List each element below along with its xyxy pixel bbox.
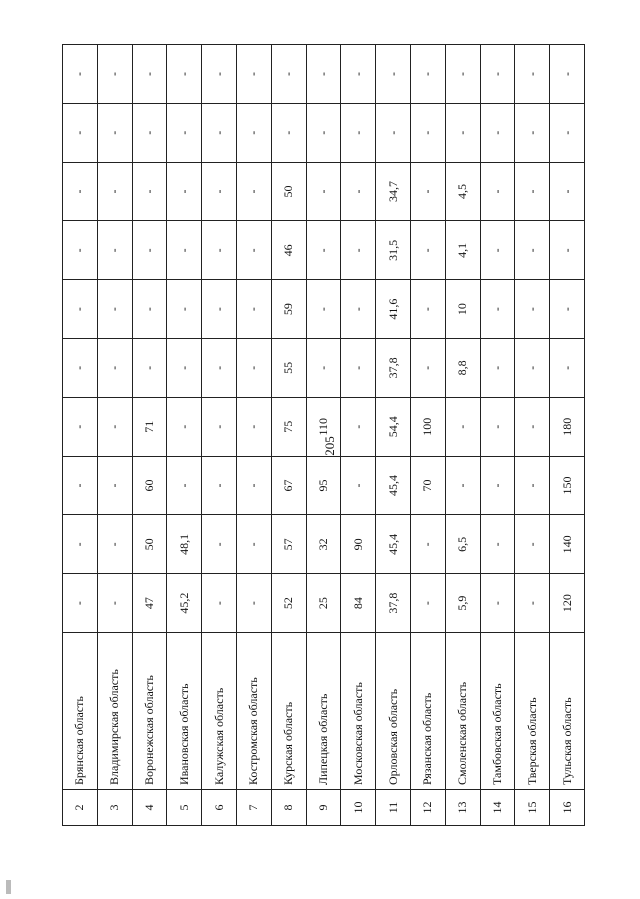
value-cell: -: [445, 397, 480, 456]
value-cell: -: [550, 162, 585, 221]
value-cell: -: [515, 574, 550, 633]
row-number-cell: 15: [515, 790, 550, 826]
value-cell: -: [167, 397, 202, 456]
value-cell: -: [202, 456, 237, 515]
row-number-cell: 14: [480, 790, 515, 826]
value-cell: -: [97, 162, 132, 221]
value-cell: 67: [271, 456, 306, 515]
value-cell: -: [236, 45, 271, 104]
value-cell: 8,8: [445, 339, 480, 398]
value-cell: 110: [306, 397, 341, 456]
value-cell: -: [480, 103, 515, 162]
region-name-cell: Московская область: [341, 633, 376, 790]
value-cell: -: [306, 45, 341, 104]
value-cell: 45,4: [376, 515, 411, 574]
value-cell: -: [132, 103, 167, 162]
row-number-cell: 3: [97, 790, 132, 826]
table-row: [63, 45, 98, 826]
value-cell: -: [306, 221, 341, 280]
value-cell: -: [376, 103, 411, 162]
value-cell: -: [167, 103, 202, 162]
value-cell: 140: [550, 515, 585, 574]
value-cell: -: [236, 515, 271, 574]
value-cell: -: [515, 221, 550, 280]
value-cell: -: [550, 339, 585, 398]
row-number-cell: 10: [341, 790, 376, 826]
value-cell: 32: [306, 515, 341, 574]
value-cell: -: [306, 280, 341, 339]
table-row: [132, 45, 167, 826]
region-name-cell: Тамбовская область: [480, 633, 515, 790]
value-cell: 48,1: [167, 515, 202, 574]
row-number-cell: 2: [63, 790, 98, 826]
value-cell: -: [63, 574, 98, 633]
value-cell: -: [480, 515, 515, 574]
value-cell: -: [480, 574, 515, 633]
table-row: [97, 45, 132, 826]
value-cell: -: [306, 162, 341, 221]
row-number-cell: 12: [410, 790, 445, 826]
row-number-cell: 4: [132, 790, 167, 826]
value-cell: -: [132, 221, 167, 280]
value-cell: -: [341, 103, 376, 162]
value-cell: -: [445, 103, 480, 162]
region-name-cell: Рязанская область: [410, 633, 445, 790]
table-row: [341, 45, 376, 826]
value-cell: -: [97, 397, 132, 456]
value-cell: -: [63, 162, 98, 221]
region-name-cell: Липецкая область: [306, 633, 341, 790]
table-row: [376, 45, 411, 826]
value-cell: -: [410, 221, 445, 280]
value-cell: -: [167, 339, 202, 398]
value-cell: 37,8: [376, 339, 411, 398]
value-cell: -: [236, 221, 271, 280]
value-cell: -: [63, 45, 98, 104]
value-cell: -: [97, 221, 132, 280]
value-cell: 50: [132, 515, 167, 574]
value-cell: -: [202, 45, 237, 104]
value-cell: -: [341, 339, 376, 398]
value-cell: -: [480, 339, 515, 398]
value-cell: -: [202, 103, 237, 162]
value-cell: 57: [271, 515, 306, 574]
value-cell: -: [97, 103, 132, 162]
row-number-cell: 5: [167, 790, 202, 826]
value-cell: 46: [271, 221, 306, 280]
value-cell: -: [376, 45, 411, 104]
value-cell: -: [236, 397, 271, 456]
value-cell: -: [202, 574, 237, 633]
value-cell: 84: [341, 574, 376, 633]
value-cell: -: [410, 339, 445, 398]
value-cell: -: [410, 45, 445, 104]
value-cell: -: [271, 103, 306, 162]
table-row: [550, 45, 585, 826]
value-cell: -: [550, 103, 585, 162]
value-cell: -: [236, 456, 271, 515]
value-cell: 6,5: [445, 515, 480, 574]
value-cell: -: [167, 456, 202, 515]
value-cell: -: [271, 45, 306, 104]
value-cell: -: [480, 397, 515, 456]
value-cell: -: [445, 45, 480, 104]
value-cell: 150: [550, 456, 585, 515]
value-cell: -: [97, 574, 132, 633]
value-cell: -: [202, 339, 237, 398]
value-cell: 120: [550, 574, 585, 633]
value-cell: 41,6: [376, 280, 411, 339]
value-cell: 90: [341, 515, 376, 574]
value-cell: -: [167, 280, 202, 339]
value-cell: -: [63, 103, 98, 162]
table-row: [445, 45, 480, 826]
value-cell: -: [410, 574, 445, 633]
table-row: [167, 45, 202, 826]
value-cell: -: [410, 103, 445, 162]
value-cell: -: [132, 162, 167, 221]
value-cell: 52: [271, 574, 306, 633]
value-cell: 95: [306, 456, 341, 515]
value-cell: -: [480, 280, 515, 339]
value-cell: -: [202, 515, 237, 574]
value-cell: 70: [410, 456, 445, 515]
region-name-cell: Смоленская область: [445, 633, 480, 790]
table-row: [236, 45, 271, 826]
value-cell: -: [445, 456, 480, 515]
value-cell: -: [515, 280, 550, 339]
value-cell: -: [480, 221, 515, 280]
value-cell: -: [132, 45, 167, 104]
value-cell: 37,8: [376, 574, 411, 633]
value-cell: -: [63, 456, 98, 515]
value-cell: 10: [445, 280, 480, 339]
value-cell: 25: [306, 574, 341, 633]
value-cell: 4,5: [445, 162, 480, 221]
region-name-cell: Курская область: [271, 633, 306, 790]
value-cell: -: [515, 339, 550, 398]
region-data-table: [62, 44, 585, 826]
value-cell: 45,2: [167, 574, 202, 633]
region-name-cell: Ивановская область: [167, 633, 202, 790]
row-number-cell: 9: [306, 790, 341, 826]
value-cell: 34,7: [376, 162, 411, 221]
value-cell: 31,5: [376, 221, 411, 280]
value-cell: -: [97, 280, 132, 339]
value-cell: -: [202, 221, 237, 280]
value-cell: -: [550, 45, 585, 104]
region-name-cell: Калужская область: [202, 633, 237, 790]
value-cell: 4,1: [445, 221, 480, 280]
value-cell: -: [341, 397, 376, 456]
table-row: [306, 45, 341, 826]
row-number-cell: 13: [445, 790, 480, 826]
value-cell: 47: [132, 574, 167, 633]
value-cell: -: [236, 280, 271, 339]
value-cell: 50: [271, 162, 306, 221]
row-number-cell: 6: [202, 790, 237, 826]
value-cell: -: [410, 515, 445, 574]
value-cell: -: [63, 515, 98, 574]
row-number-cell: 8: [271, 790, 306, 826]
table-row: [202, 45, 237, 826]
table-row: [271, 45, 306, 826]
region-name-cell: Владимирская область: [97, 633, 132, 790]
value-cell: 180: [550, 397, 585, 456]
value-cell: 5,9: [445, 574, 480, 633]
value-cell: -: [410, 280, 445, 339]
value-cell: -: [341, 280, 376, 339]
value-cell: -: [63, 397, 98, 456]
value-cell: -: [341, 162, 376, 221]
value-cell: -: [132, 280, 167, 339]
value-cell: 55: [271, 339, 306, 398]
row-number-cell: 11: [376, 790, 411, 826]
value-cell: -: [236, 103, 271, 162]
value-cell: 75: [271, 397, 306, 456]
value-cell: -: [97, 515, 132, 574]
value-cell: 54,4: [376, 397, 411, 456]
value-cell: -: [236, 574, 271, 633]
value-cell: 59: [271, 280, 306, 339]
value-cell: -: [132, 339, 167, 398]
row-number-cell: 16: [550, 790, 585, 826]
value-cell: -: [63, 339, 98, 398]
value-cell: -: [97, 456, 132, 515]
value-cell: 45,4: [376, 456, 411, 515]
value-cell: 100: [410, 397, 445, 456]
value-cell: -: [167, 221, 202, 280]
value-cell: -: [63, 280, 98, 339]
table-row: [410, 45, 445, 826]
value-cell: -: [550, 280, 585, 339]
scan-margin-mark: [6, 880, 11, 894]
region-name-cell: Тверская область: [515, 633, 550, 790]
value-cell: -: [167, 162, 202, 221]
table-row: [515, 45, 550, 826]
page-number: 205: [322, 436, 337, 456]
row-number-cell: 7: [236, 790, 271, 826]
value-cell: -: [480, 45, 515, 104]
value-cell: -: [550, 221, 585, 280]
region-name-cell: Орловская область: [376, 633, 411, 790]
region-name-cell: Воронежская область: [132, 633, 167, 790]
rotated-table-container: [62, 45, 585, 826]
value-cell: -: [480, 456, 515, 515]
table-row: [480, 45, 515, 826]
value-cell: -: [515, 103, 550, 162]
value-cell: -: [306, 339, 341, 398]
table-body: [63, 45, 585, 826]
value-cell: -: [515, 162, 550, 221]
value-cell: -: [202, 162, 237, 221]
region-name-cell: Костромская область: [236, 633, 271, 790]
value-cell: -: [97, 45, 132, 104]
value-cell: -: [341, 45, 376, 104]
value-cell: -: [410, 162, 445, 221]
region-name-cell: Брянская область: [63, 633, 98, 790]
value-cell: -: [97, 339, 132, 398]
value-cell: -: [515, 45, 550, 104]
value-cell: -: [341, 456, 376, 515]
value-cell: -: [202, 397, 237, 456]
value-cell: -: [480, 162, 515, 221]
value-cell: -: [202, 280, 237, 339]
region-name-cell: Тульская область: [550, 633, 585, 790]
value-cell: -: [515, 397, 550, 456]
value-cell: -: [306, 103, 341, 162]
value-cell: -: [167, 45, 202, 104]
value-cell: 60: [132, 456, 167, 515]
value-cell: -: [236, 339, 271, 398]
value-cell: -: [515, 515, 550, 574]
value-cell: -: [515, 456, 550, 515]
value-cell: -: [63, 221, 98, 280]
value-cell: 71: [132, 397, 167, 456]
value-cell: -: [236, 162, 271, 221]
value-cell: -: [341, 221, 376, 280]
